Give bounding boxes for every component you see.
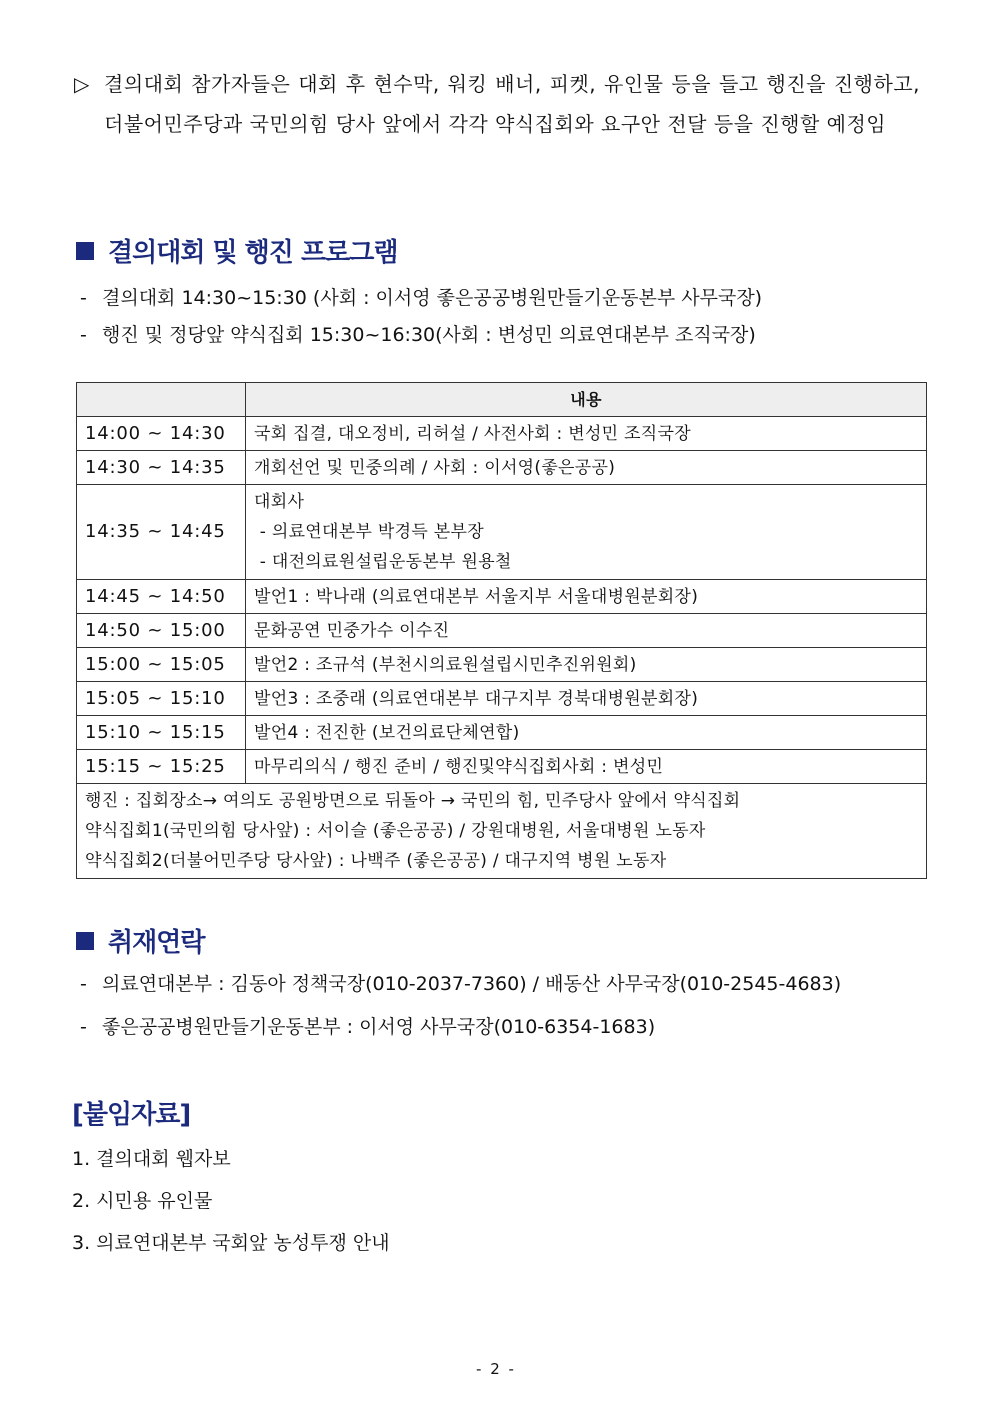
triangle-bullet-icon: ▷	[74, 72, 90, 96]
contact-bullet-text: 좋은공공병원만들기운동본부 : 이서영 사무국장(010-6354-1683)	[102, 1016, 656, 1038]
content-cell: 국회 집결, 대오정비, 리허설 / 사전사회 : 변성민 조직국장	[246, 417, 927, 451]
contact-bullet-text: 의료연대본부 : 김동아 정책국장(010-2037-7360) / 배동산 사무국장(010-2545-4683)	[102, 973, 842, 995]
time-cell: 14:00 ~ 14:30	[77, 417, 246, 451]
attachments-list	[72, 1138, 390, 1264]
program-bullets	[80, 280, 762, 354]
attachments-title: [붙임자료]	[72, 1100, 191, 1130]
time-cell: 15:05 ~ 15:10	[77, 682, 246, 716]
program-bullet-text: 결의대회 14:30~15:30 (사회 : 이서영 좋은공공병원만들기운동본부 사무국장)	[102, 287, 763, 309]
contact-heading	[76, 922, 204, 959]
content-cell: 발언2 : 조규석 (부천시의료원설립시민추진위원회)	[246, 648, 927, 682]
page-number: - 2 -	[476, 1360, 516, 1378]
time-cell: 15:10 ~ 15:15	[77, 716, 246, 750]
dash-bullet: -	[80, 1016, 87, 1038]
content-cell: 문화공연 민중가수 이수진	[246, 614, 927, 648]
content-cell: 마무리의식 / 행진 준비 / 행진및약식집회사회 : 변성민	[246, 750, 927, 784]
table-row	[77, 417, 927, 451]
table-row	[77, 580, 927, 614]
dash-bullet: -	[80, 324, 87, 346]
content-cell: 개회선언 및 민중의례 / 사회 : 이서영(좋은공공)	[246, 451, 927, 485]
footer-line: 행진 : 집회장소→ 여의도 공원방면으로 뒤돌아 → 국민의 힘, 민주당사 앞에서 약식집회	[85, 791, 741, 811]
intro-paragraph	[74, 64, 920, 144]
time-cell: 14:50 ~ 15:00	[77, 614, 246, 648]
program-bullet-text: 행진 및 정당앞 약식집회 15:30~16:30(사회 : 변성민 의료연대본부 조직국장)	[102, 324, 756, 346]
table-footer-row	[77, 784, 927, 879]
table-row	[77, 485, 927, 580]
table-row	[77, 716, 927, 750]
list-item: 2. 시민용 유인물	[72, 1190, 213, 1212]
program-title: 결의대회 및 행진 프로그램	[108, 238, 398, 268]
time-cell: 15:15 ~ 15:25	[77, 750, 246, 784]
contact-bullets	[80, 966, 841, 1046]
list-item	[80, 317, 762, 354]
content-cell	[246, 485, 927, 580]
header-content: 내용	[246, 383, 927, 417]
content-line: - 의료연대본부 박경득 본부장	[254, 522, 484, 542]
time-cell: 14:35 ~ 14:45	[77, 485, 246, 580]
list-item: 1. 결의대회 웹자보	[72, 1148, 231, 1170]
contact-title: 취재연락	[108, 928, 205, 958]
list-item	[80, 966, 841, 1003]
table-header-row	[77, 383, 927, 417]
table-row	[77, 614, 927, 648]
program-table	[76, 382, 927, 879]
square-bullet-icon	[76, 242, 94, 260]
table-row	[77, 682, 927, 716]
list-item: 3. 의료연대본부 국회앞 농성투쟁 안내	[72, 1232, 390, 1254]
table-row	[77, 451, 927, 485]
content-cell: 발언1 : 박나래 (의료연대본부 서울지부 서울대병원분회장)	[246, 580, 927, 614]
table-row	[77, 750, 927, 784]
content-line: 대회사	[254, 492, 305, 512]
footer-line: 약식집회2(더불어민주당 당사앞) : 나백주 (좋은공공) / 대구지역 병원 노동자	[85, 851, 667, 871]
content-cell: 발언3 : 조중래 (의료연대본부 대구지부 경북대병원분회장)	[246, 682, 927, 716]
list-item	[80, 1009, 841, 1046]
square-bullet-icon	[76, 932, 94, 950]
dash-bullet: -	[80, 973, 87, 995]
program-heading	[76, 232, 397, 269]
time-cell: 14:45 ~ 14:50	[77, 580, 246, 614]
time-cell: 14:30 ~ 14:35	[77, 451, 246, 485]
dash-bullet: -	[80, 287, 87, 309]
content-line: - 대전의료원설립운동본부 원용철	[254, 552, 512, 572]
time-cell: 15:00 ~ 15:05	[77, 648, 246, 682]
footer-line: 약식집회1(국민의힘 당사앞) : 서이슬 (좋은공공) / 강원대병원, 서울대병원 노동자	[85, 821, 706, 841]
table-row	[77, 648, 927, 682]
intro-text: 결의대회 참가자들은 대회 후 현수막, 워킹 배너, 피켓, 유인물 등을 들고 행진을 진행하고, 더불어민주당과 국민의힘 당사 앞에서 각각 약식집회와 요구안 전달 등을 진행할 예정임	[104, 72, 920, 136]
march-info-cell	[77, 784, 927, 879]
list-item	[80, 280, 762, 317]
header-time	[77, 383, 246, 417]
content-cell: 발언4 : 전진한 (보건의료단체연합)	[246, 716, 927, 750]
